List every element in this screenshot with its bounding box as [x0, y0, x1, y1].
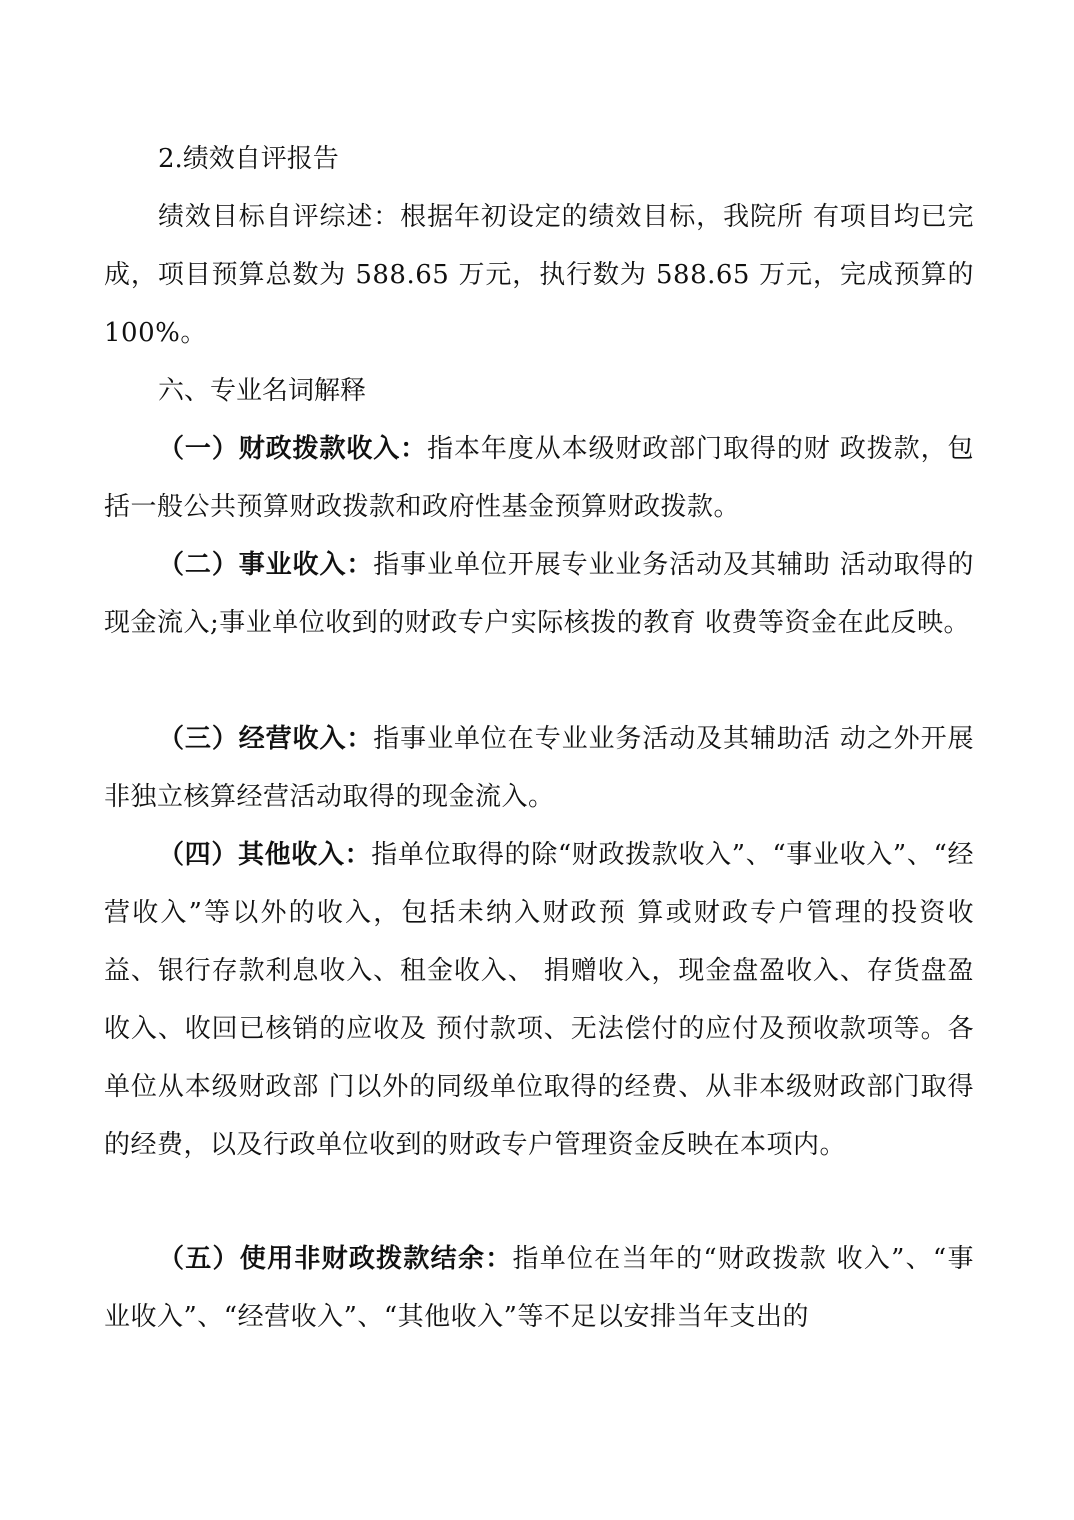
glossary-term: （四）其他收入：: [158, 840, 372, 870]
glossary-definition: 指本年度从本级财政部门取得的财 政拨款，包括一般公共预算财政拨款和政府性基金预算财政拨款。: [104, 434, 974, 522]
glossary-definition: 指单位在当年的“财政拨款 收入”、“事业收入”、“经营收入”、“其他收入”等不足以安排当年支出的: [104, 1244, 974, 1332]
glossary-item-business-income: [104, 536, 974, 652]
glossary-term: （五）使用非财政拨款结余：: [158, 1244, 513, 1274]
section-heading-glossary: 六、专业名词解释: [158, 376, 367, 406]
glossary-term: （三）经营收入：: [158, 724, 374, 754]
glossary-item-other-income: [104, 826, 974, 1174]
glossary-term: （一）财政拨款收入：: [158, 434, 428, 464]
glossary-definition: 指事业单位在专业业务活动及其辅助活 动之外开展非独立核算经营活动取得的现金流入。: [104, 724, 974, 812]
glossary-definition: 指事业单位开展专业业务活动及其辅助 活动取得的现金流入;事业单位收到的财政专户实际核拨的教育 收费等资金在此反映。: [104, 550, 974, 638]
section-heading-performance-report: 2.绩效自评报告: [158, 144, 339, 174]
glossary-item-fiscal-appropriation: [104, 420, 974, 536]
glossary-item-non-fiscal-surplus: [104, 1230, 974, 1346]
glossary-item-operating-income: [104, 710, 974, 826]
glossary-definition: 指单位取得的除“财政拨款收入”、“事业收入”、“经营收入”等以外的收入，包括未纳入财政预 算或财政专户管理的投资收益、银行存款利息收入、租金收入、 捐赠收入，现金盘盈收入、存货盘盈收入、收回已核销的应收及 预付款项、无法偿付的应付及预收款项等。各单位从本级财政部 门以外的同级单位取得的经费、从非本级财政部门取得的经费，以及行政单位收到的财政专户管理资金反映在本项内。: [104, 840, 974, 1160]
glossary-term: （二）事业收入：: [158, 550, 374, 580]
performance-summary-paragraph: 绩效目标自评综述：根据年初设定的绩效目标，我院所 有项目均已完成，项目预算总数为 588.65 万元，执行数为 588.65 万元，完成预算的 100%。: [104, 202, 974, 348]
